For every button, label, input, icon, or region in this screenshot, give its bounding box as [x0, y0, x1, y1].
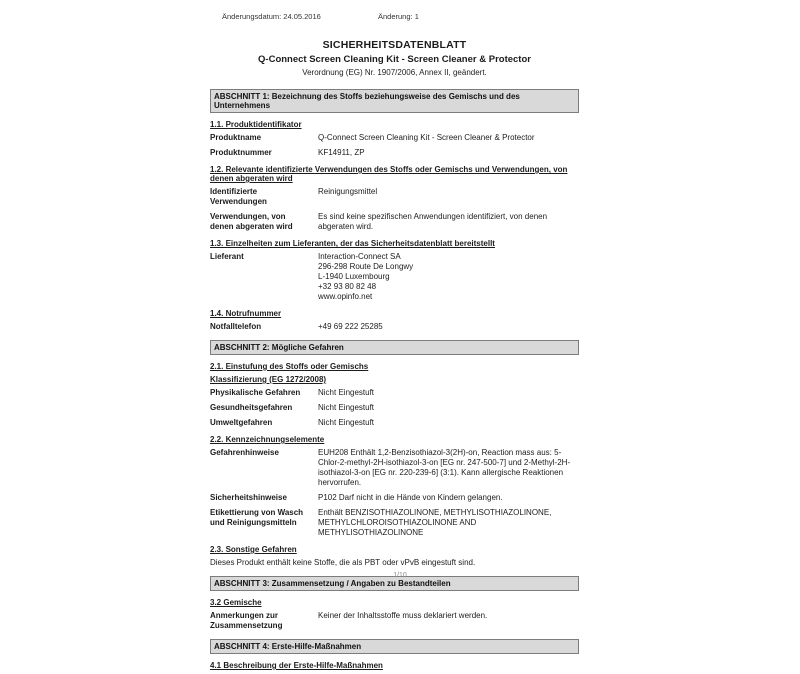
- field-row-gesundheitsgefahren: [210, 403, 579, 413]
- field-row-notfalltelefon: [210, 322, 579, 332]
- field-row-identifizierte-verwendungen: [210, 187, 579, 207]
- field-label: Umweltgefahren: [210, 418, 273, 427]
- field-value: Keiner der Inhaltsstoffe muss deklariert werden.: [318, 611, 488, 620]
- subheading-4-1: 4.1 Beschreibung der Erste-Hilfe-Maßnahmen: [210, 661, 383, 670]
- address-line: L-1940 Luxembourg: [318, 272, 390, 281]
- field-value: Reinigungsmittel: [318, 187, 378, 196]
- field-value: KF14911, ZP: [318, 148, 365, 157]
- field-row-physikalische-gefahren: [210, 388, 579, 398]
- field-label: Gefahrenhinweise: [210, 448, 279, 457]
- field-row-verwendungen-abgeraten: [210, 212, 579, 232]
- section-2-header: ABSCHNITT 2: Mögliche Gefahren: [210, 340, 579, 355]
- field-row-anmerkungen: [210, 611, 579, 631]
- field-row-lieferant: [210, 252, 579, 302]
- field-value: Nicht Eingestuft: [318, 388, 375, 397]
- subheading-1-2: 1.2. Relevante identifizierte Verwendungen des Stoffs oder Gemischs und Verwendungen, von denen abgeraten wird: [210, 165, 568, 183]
- field-value: Q-Connect Screen Cleaning Kit - Screen Cleaner & Protector: [318, 133, 535, 142]
- revision-label: Änderung: 1: [378, 12, 419, 21]
- field-value: Nicht Eingestuft: [318, 403, 375, 412]
- supplier-website: www.opinfo.net: [318, 292, 373, 301]
- field-label: Physikalische Gefahren: [210, 388, 301, 397]
- classification-heading: Klassifizierung (EG 1272/2008): [210, 375, 327, 384]
- field-value: +49 69 222 25285: [318, 322, 383, 331]
- section-1-header: ABSCHNITT 1: Bezeichnung des Stoffs beziehungsweise des Gemischs und des Unternehmens: [210, 89, 579, 113]
- field-row-sicherheitshinweise: [210, 493, 579, 503]
- section-2-3-text: Dieses Produkt enthält keine Stoffe, die als PBT oder vPvB eingestuft sind.: [210, 558, 476, 567]
- field-row-produktnummer: [210, 148, 579, 158]
- subheading-1-3: 1.3. Einzelheiten zum Lieferanten, der das Sicherheitsdatenblatt bereitstellt: [210, 239, 495, 248]
- field-row-umweltgefahren: [210, 418, 579, 428]
- subheading-1-4: 1.4. Notrufnummer: [210, 309, 282, 318]
- subheading-2-2: 2.2. Kennzeichnungselemente: [210, 435, 325, 444]
- field-label: Produktname: [210, 133, 262, 142]
- field-label: Anmerkungen zur Zusammensetzung: [210, 611, 283, 630]
- doc-subtitle: Q-Connect Screen Cleaning Kit - Screen Cleaner & Protector: [258, 54, 531, 65]
- field-value: EUH208 Enthält 1,2-Benzisothiazol-3(2H)-on, Reaction mass aus: 5-Chlor-2-methyl-2H-isothiazol-3-on [EG nr. 247-500-7] und 2-Methyl-2H-isothiazol-3-on [EG nr. 220-239-6] (3:1). Kann allergische Reaktionen hervorrufen.: [318, 448, 571, 487]
- doc-regulation: Verordnung (EG) Nr. 1907/2006, Annex II, geändert.: [302, 68, 487, 77]
- field-label: Notfalltelefon: [210, 322, 262, 331]
- field-label: Lieferant: [210, 252, 244, 261]
- field-value: Enthält BENZISOTHIAZOLINONE, METHYLISOTHIAZOLINONE, METHYLCHLOROISOTHIAZOLINONE AND METHYLISOTHIAZOLINONE: [318, 508, 552, 537]
- supplier-address: [318, 252, 579, 302]
- section-4-header: ABSCHNITT 4: Erste-Hilfe-Maßnahmen: [210, 639, 579, 654]
- page-number: 1/10: [393, 572, 407, 579]
- field-label: Sicherheitshinweise: [210, 493, 287, 502]
- field-row-produktname: [210, 133, 579, 143]
- field-row-gefahrenhinweise: [210, 448, 579, 488]
- field-label: Gesundheitsgefahren: [210, 403, 293, 412]
- subheading-1-1: 1.1. Produktidentifikator: [210, 120, 302, 129]
- section-3-header: ABSCHNITT 3: Zusammensetzung / Angaben zu Bestandteilen: [210, 576, 579, 591]
- field-value: Es sind keine spezifischen Anwendungen identifiziert, von denen abgeraten wird.: [318, 212, 548, 231]
- subheading-2-3: 2.3. Sonstige Gefahren: [210, 545, 297, 554]
- field-label: Verwendungen, von denen abgeraten wird: [210, 212, 293, 231]
- subheading-2-1: 2.1. Einstufung des Stoffs oder Gemischs: [210, 362, 369, 371]
- doc-title: SICHERHEITSDATENBLATT: [322, 39, 467, 51]
- subheading-3-2: 3.2 Gemische: [210, 598, 262, 607]
- field-label: Identifizierte Verwendungen: [210, 187, 267, 206]
- address-line: Interaction-Connect SA: [318, 252, 401, 261]
- field-label: Etikettierung von Wasch und Reinigungsmitteln: [210, 508, 304, 527]
- change-date-label: Änderungsdatum: 24.05.2016: [222, 12, 321, 21]
- field-label: Produktnummer: [210, 148, 272, 157]
- address-line: 296-298 Route De Longwy: [318, 262, 414, 271]
- field-value: Nicht Eingestuft: [318, 418, 375, 427]
- supplier-phone: +32 93 80 82 48: [318, 282, 377, 291]
- field-value: P102 Darf nicht in die Hände von Kindern gelangen.: [318, 493, 503, 502]
- field-row-etikettierung: [210, 508, 579, 538]
